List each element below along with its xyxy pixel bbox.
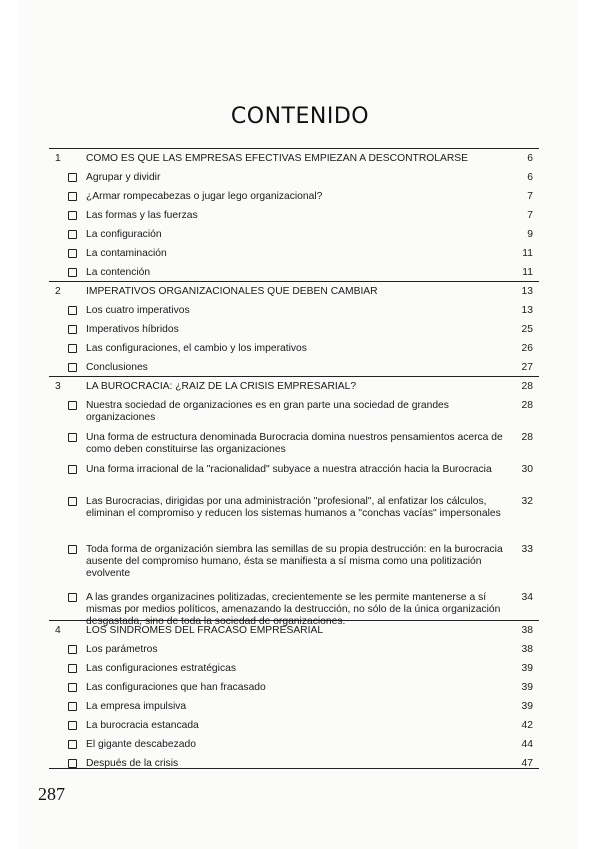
checkbox-bullet-icon (68, 593, 77, 602)
entry-page-number: 7 (527, 191, 533, 202)
section-title: Una forma de estructura denominada Burocracia domina nuestros pensamientos acerca de como deben constituirse las organizaciones (86, 432, 503, 455)
entry-page-number: 25 (521, 324, 533, 335)
page-number: 287 (38, 784, 65, 804)
chapter-title: IMPERATIVOS ORGANIZACIONALES QUE DEBEN CAMBIAR (86, 286, 378, 297)
chapter-number: 3 (55, 381, 61, 392)
section-title: La contención (86, 267, 151, 278)
checkbox-bullet-icon (68, 363, 77, 372)
checkbox-bullet-icon (68, 401, 77, 410)
divider-line (49, 376, 539, 377)
chapter-title: LA BUROCRACIA: ¿RAIZ DE LA CRISIS EMPRESARIAL? (86, 381, 357, 392)
entry-page-number: 38 (521, 625, 533, 636)
checkbox-bullet-icon (68, 465, 77, 474)
entry-page-number: 39 (521, 701, 533, 712)
section-title: Agrupar y dividir (86, 172, 161, 183)
section-title: La contaminación (86, 248, 167, 259)
section-title: Las configuraciones estratégicas (86, 663, 236, 674)
entry-page-number: 9 (527, 229, 533, 240)
checkbox-bullet-icon (68, 664, 77, 673)
divider-line (49, 281, 539, 282)
checkbox-bullet-icon (68, 545, 77, 554)
section-title: ¿Armar rompecabezas o jugar lego organizacional? (86, 191, 323, 202)
entry-page-number: 28 (521, 381, 533, 392)
chapter-number: 4 (55, 625, 61, 636)
checkbox-bullet-icon (68, 192, 77, 201)
chapter-title: LOS SINDROMES DEL FRACASO EMPRESARIAL (86, 625, 324, 636)
entry-page-number: 7 (527, 210, 533, 221)
entry-page-number: 28 (521, 400, 533, 411)
checkbox-bullet-icon (68, 230, 77, 239)
section-title: La empresa impulsiva (86, 701, 187, 712)
section-title: Las formas y las fuerzas (86, 210, 198, 221)
checkbox-bullet-icon (68, 344, 77, 353)
entry-page-number: 33 (521, 544, 533, 555)
section-title: Las configuraciones, el cambio y los imperativos (86, 343, 307, 354)
checkbox-bullet-icon (68, 325, 77, 334)
entry-page-number: 34 (521, 592, 533, 603)
section-title: Las Burocracias, dirigidas por una administración "profesional", al enfatizar los cálculos, eliminan el compromiso y reducen los sistemas humanos a "conchas vacías" impersonales (86, 496, 501, 519)
entry-page-number: 13 (521, 305, 533, 316)
entry-page-number: 30 (521, 464, 533, 475)
section-title: Los parámetros (86, 644, 158, 655)
page-title: CONTENIDO (230, 104, 370, 129)
checkbox-bullet-icon (68, 249, 77, 258)
section-title: Las configuraciones que han fracasado (86, 682, 266, 693)
entry-page-number: 39 (521, 663, 533, 674)
section-title: Conclusiones (86, 362, 148, 373)
section-title: Nuestra sociedad de organizaciones es en gran parte una sociedad de grandes organizaciones (86, 400, 449, 423)
section-title: Imperativos híbridos (86, 324, 179, 335)
chapter-title: COMO ES QUE LAS EMPRESAS EFECTIVAS EMPIEZAN A DESCONTROLARSE (86, 153, 469, 164)
checkbox-bullet-icon (68, 645, 77, 654)
section-title: Los cuatro imperativos (86, 305, 190, 316)
entry-page-number: 28 (521, 432, 533, 443)
entry-page-number: 38 (521, 644, 533, 655)
section-title: El gigante descabezado (86, 739, 196, 750)
entry-page-number: 27 (521, 362, 533, 373)
checkbox-bullet-icon (68, 268, 77, 277)
chapter-number: 2 (55, 286, 61, 297)
checkbox-bullet-icon (68, 173, 77, 182)
entry-page-number: 26 (521, 343, 533, 354)
section-title: La configuración (86, 229, 162, 240)
entry-page-number: 39 (521, 682, 533, 693)
checkbox-bullet-icon (68, 497, 77, 506)
entry-page-number: 47 (521, 758, 533, 769)
section-title: Una forma irracional de la "racionalidad" subyace a nuestra atracción hacia la Burocracia (86, 464, 492, 475)
checkbox-bullet-icon (68, 702, 77, 711)
entry-page-number: 11 (522, 248, 533, 259)
checkbox-bullet-icon (68, 433, 77, 442)
checkbox-bullet-icon (68, 306, 77, 315)
entry-page-number: 42 (521, 720, 533, 731)
checkbox-bullet-icon (68, 683, 77, 692)
section-title: Después de la crisis (86, 758, 179, 769)
entry-page-number: 44 (521, 739, 533, 750)
checkbox-bullet-icon (68, 211, 77, 220)
entry-page-number: 11 (522, 267, 533, 278)
section-title: Toda forma de organización siembra las semillas de su propia destrucción: en la burocracia ausente del compromiso humano, ésta se manifiesta a sí misma como una politización evolvente (86, 544, 503, 579)
checkbox-bullet-icon (68, 721, 77, 730)
entry-page-number: 32 (521, 496, 533, 507)
chapter-number: 1 (55, 153, 61, 164)
checkbox-bullet-icon (68, 759, 77, 768)
divider-line (49, 148, 539, 149)
entry-page-number: 6 (527, 153, 533, 164)
section-title: A las grandes organizacines politizadas, crecientemente se les permite mantenerse a sí mismas por medios políticos, amenazando la destrucción, no sólo de la única organización desgastada, sino de toda la sociedad de organizaciones. (86, 592, 501, 627)
entry-page-number: 13 (521, 286, 533, 297)
entry-page-number: 6 (527, 172, 533, 183)
checkbox-bullet-icon (68, 740, 77, 749)
section-title: La burocracia estancada (86, 720, 199, 731)
